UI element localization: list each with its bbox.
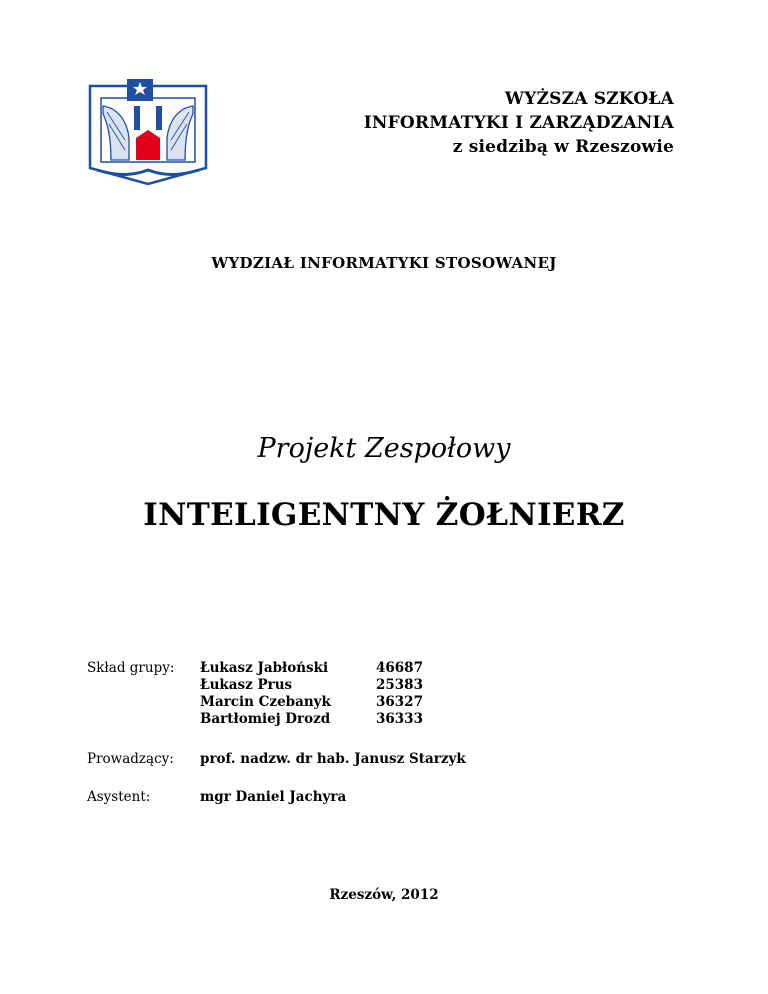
assistant-label: Asystent: — [87, 789, 151, 805]
team-label: Skład grupy: — [87, 660, 175, 676]
supervisor-label: Prowadzący: — [87, 751, 174, 767]
assistant-name: mgr Daniel Jachyra — [200, 789, 347, 805]
team-members-names — [200, 660, 331, 728]
team-member-name: Łukasz Jabłoński — [200, 660, 329, 676]
team-member-name: Łukasz Prus — [200, 677, 293, 693]
team-member-id: 36333 — [376, 711, 423, 727]
document-subtitle: Projekt Zespołowy — [257, 433, 511, 464]
university-name-line1: WYŻSZA SZKOŁA — [504, 89, 674, 109]
university-name — [364, 87, 674, 159]
team-members-ids — [376, 660, 423, 728]
faculty-name: WYDZIAŁ INFORMATYKI STOSOWANEJ — [211, 254, 557, 272]
team-member-name: Marcin Czebanyk — [200, 694, 331, 710]
university-name-line2: INFORMATYKI I ZARZĄDZANIA — [363, 113, 674, 133]
university-name-line3: z siedzibą w Rzeszowie — [452, 137, 674, 157]
university-crest-icon — [87, 76, 209, 186]
university-logo — [87, 76, 209, 186]
place-and-year: Rzeszów, 2012 — [329, 887, 439, 903]
team-member-id: 36327 — [376, 694, 423, 710]
supervisor-name: prof. nadzw. dr hab. Janusz Starzyk — [200, 751, 466, 767]
team-member-name: Bartłomiej Drozd — [200, 711, 331, 727]
team-member-id: 46687 — [376, 660, 423, 676]
team-member-id: 25383 — [376, 677, 423, 693]
document-title: INTELIGENTNY ŻOŁNIERZ — [143, 497, 625, 533]
